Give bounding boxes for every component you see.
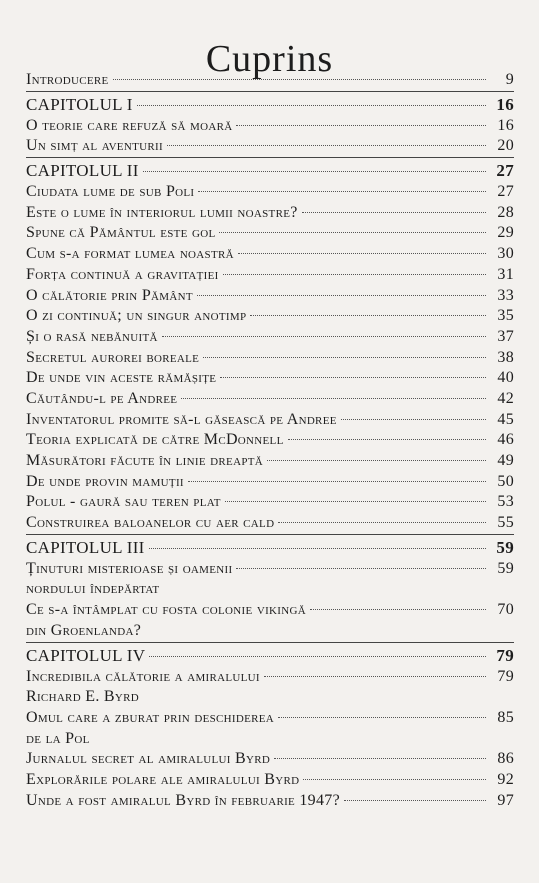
leader-dots [225, 500, 486, 502]
toc-entry-label: Inventatorul promite să-l găsească pe Andree [26, 410, 337, 428]
toc-page-number: 29 [497, 224, 514, 242]
toc-entry-label: O zi continuă; un singur anotimp [26, 307, 247, 325]
page-title: Cuprins [205, 38, 334, 81]
toc-page-number: 28 [497, 203, 514, 221]
leader-dots [220, 376, 486, 378]
leader-dots [149, 655, 486, 657]
toc-entry-label: Teoria explicată de către McDonnell [26, 431, 284, 449]
toc-entry [26, 410, 514, 431]
toc-entry [26, 389, 514, 410]
toc-entry-label: Spune că Pământul este gol [26, 224, 216, 242]
toc-page-number: 37 [497, 327, 514, 345]
leader-dots [236, 124, 486, 126]
toc-entry [26, 729, 514, 750]
leader-dots [198, 190, 486, 192]
leader-dots [113, 78, 486, 80]
toc-entry-label: O călătorie prin Pământ [26, 286, 193, 304]
toc-entry-label: Ținuturi misterioase și oamenii [26, 559, 233, 577]
toc-entry-label: O teorie care refuză să moară [26, 116, 233, 134]
toc-page-number: 79 [496, 645, 514, 665]
toc-entry [26, 513, 514, 534]
toc-page-number: 79 [497, 667, 514, 685]
toc-entry [26, 265, 514, 286]
leader-dots [167, 144, 486, 146]
toc-page-number: 86 [497, 750, 514, 768]
toc-page-number: 97 [497, 791, 514, 809]
toc-page-number: 27 [497, 183, 514, 201]
toc-entry-label: Omul care a zburat prin deschiderea [26, 708, 275, 726]
toc-chapter-heading [26, 537, 514, 559]
leader-dots [302, 211, 486, 213]
toc-entry-label: Jurnalul secret al amiralului Byrd [26, 750, 271, 768]
toc-page-number: 27 [496, 161, 514, 181]
toc-entry [26, 368, 514, 389]
toc-entry-label: Construirea baloanelor cu aer cald [26, 514, 275, 532]
toc-entry-label: Ce s-a întâmplat cu fosta colonie vikingă [26, 601, 306, 619]
toc-page-number: 42 [497, 389, 514, 407]
toc-page-number: 40 [497, 369, 514, 387]
toc-entry [26, 770, 514, 791]
leader-dots [288, 438, 486, 440]
toc-entry [26, 348, 514, 369]
toc-page-number: 31 [497, 265, 514, 283]
leader-dots [197, 294, 486, 296]
toc-entry [26, 472, 514, 493]
leader-dots [264, 675, 486, 677]
toc-entry [26, 667, 514, 688]
chapter-divider [26, 534, 514, 535]
leader-dots [137, 104, 486, 106]
chapter-divider [26, 91, 514, 92]
toc-page-number: 49 [497, 452, 514, 469]
toc-entry-label: CAPITOLUL IV [26, 645, 146, 665]
toc-chapter-heading [26, 160, 514, 182]
toc-page-number: 92 [497, 770, 514, 788]
toc-entry [26, 600, 514, 621]
toc-entry-label: Polul - gaură sau teren plat [26, 493, 221, 511]
toc-entry [26, 621, 514, 642]
toc-page-number: 16 [497, 116, 514, 134]
toc-page-number: 20 [497, 137, 514, 155]
toc-entry-label: Unde a fost amiralul Byrd în februarie 1947? [26, 791, 340, 809]
toc-chapter-heading [26, 94, 514, 116]
toc-page-number: 35 [497, 307, 514, 325]
toc-entry [26, 182, 514, 203]
toc-entry [26, 116, 514, 137]
leader-dots [267, 459, 486, 461]
chapter-divider [26, 642, 514, 643]
toc-entry-label: Secretul aurorei boreale [26, 348, 200, 366]
toc-entry-label: Forța continuă a gravitației [26, 265, 219, 283]
table-of-contents [26, 70, 514, 811]
toc-entry-label: Cum s-a format lumea noastră [26, 245, 234, 263]
toc-entry-label: De unde provin mamuții [26, 472, 184, 490]
toc-page-number: 70 [497, 601, 514, 619]
leader-dots [219, 231, 486, 233]
toc-entry-label: De unde vin aceste rămășițe [26, 369, 217, 387]
toc-entry-label: Un simț al aventurii [26, 137, 163, 155]
toc-entry [26, 306, 514, 327]
toc-entry-label: Ciudata lume de sub Poli [26, 183, 195, 201]
toc-entry [26, 70, 514, 91]
leader-dots [341, 418, 486, 420]
toc-page-number: 50 [497, 472, 514, 490]
toc-entry [26, 203, 514, 224]
toc-entry [26, 286, 514, 307]
toc-chapter-heading [26, 645, 514, 667]
toc-entry-label: Și o rasă nebănuită [26, 327, 158, 345]
toc-entry-label: Este o lume în interiorul lumii noastre? [26, 203, 298, 221]
toc-entry-label: Explorările polare ale amiralului Byrd [26, 770, 300, 788]
toc-page-number: 9 [505, 71, 514, 88]
toc-entry-label: Richard E. Byrd [26, 688, 140, 706]
toc-entry-label: din Groenlanda? [26, 621, 142, 639]
leader-dots [203, 356, 486, 358]
toc-page-number: 38 [497, 348, 514, 366]
leader-dots [188, 480, 486, 482]
toc-page-number: 30 [497, 245, 514, 263]
toc-page-number: 46 [497, 431, 514, 449]
toc-entry-label: Măsurători făcute în linie dreaptă [26, 452, 263, 469]
toc-entry-label: Incredibila călătorie a amiralului [26, 667, 260, 685]
toc-page-number: 16 [496, 94, 514, 114]
leader-dots [310, 608, 486, 610]
toc-page-number: 59 [496, 537, 514, 557]
leader-dots [303, 778, 486, 780]
leader-dots [162, 335, 486, 337]
chapter-divider [26, 157, 514, 158]
toc-entry [26, 430, 514, 451]
toc-entry [26, 708, 514, 729]
toc-entry [26, 136, 514, 157]
toc-entry [26, 559, 514, 580]
leader-dots [223, 273, 486, 275]
leader-dots [278, 521, 486, 523]
toc-entry-label: CAPITOLUL II [26, 161, 139, 181]
toc-entry [26, 791, 514, 812]
toc-entry [26, 451, 514, 472]
toc-page-number: 33 [497, 286, 514, 304]
toc-entry-label: de la Pol [26, 729, 90, 747]
toc-entry [26, 223, 514, 244]
leader-dots [236, 567, 486, 569]
toc-entry [26, 327, 514, 348]
toc-entry [26, 492, 514, 513]
toc-entry-label: CAPITOLUL I [26, 94, 133, 114]
toc-page-number: 53 [497, 493, 514, 511]
toc-entry [26, 687, 514, 708]
toc-page-number: 55 [497, 514, 514, 532]
leader-dots [143, 170, 486, 172]
toc-entry [26, 749, 514, 770]
toc-entry-label: CAPITOLUL III [26, 537, 145, 557]
toc-entry-label: nordului îndepărtat [26, 580, 160, 598]
leader-dots [278, 716, 486, 718]
leader-dots [274, 757, 486, 759]
toc-page-number: 45 [497, 410, 514, 428]
toc-entry-label: Introducere [26, 71, 109, 88]
leader-dots [238, 252, 486, 254]
toc-entry-label: Căutându-l pe Andree [26, 389, 178, 407]
leader-dots [181, 397, 486, 399]
leader-dots [149, 547, 486, 549]
toc-entry [26, 244, 514, 265]
leader-dots [250, 314, 486, 316]
leader-dots [344, 799, 486, 801]
toc-page-number: 59 [497, 559, 514, 577]
toc-entry [26, 579, 514, 600]
toc-page-number: 85 [497, 708, 514, 726]
